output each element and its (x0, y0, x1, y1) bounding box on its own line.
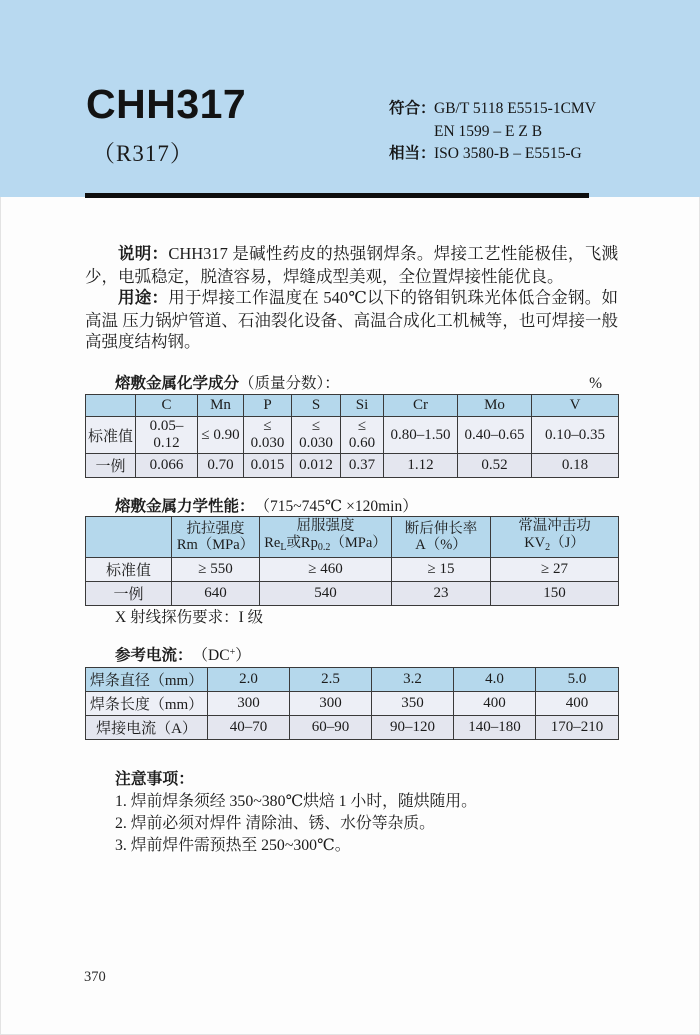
column-header: 2.5 (290, 668, 372, 692)
section-title-text: 熔敷金属力学性能： (115, 498, 255, 515)
paragraph-shuoming (85, 243, 618, 287)
cell: 300 (208, 692, 290, 716)
column-header: C (136, 395, 198, 417)
cell: ≤ 0.60 (341, 417, 384, 454)
row-label: 焊条直径（mm） (86, 668, 208, 692)
mechanical-properties-table (85, 516, 619, 606)
column-header: 5.0 (536, 668, 619, 692)
cell: 300 (290, 692, 372, 716)
cell: 170–210 (536, 716, 619, 740)
column-header: 3.2 (372, 668, 454, 692)
column-header: 抗拉强度 Rm（MPa） (172, 517, 260, 558)
paragraph-yongtu (85, 287, 618, 353)
cell: 0.40–0.65 (458, 417, 532, 454)
cell: ≤ 0.030 (292, 417, 341, 454)
column-header: Mo (458, 395, 532, 417)
page-number: 370 (84, 969, 106, 985)
column-header: S (292, 395, 341, 417)
current-section-title (85, 643, 618, 665)
section-title-text: 熔敷金属化学成分 (115, 375, 240, 392)
row-label: 焊条长度（mm） (86, 692, 208, 716)
cell: 400 (454, 692, 536, 716)
cell: 0.066 (136, 454, 198, 478)
cell: 0.37 (341, 454, 384, 478)
column-header: Si (341, 395, 384, 417)
column-header: 2.0 (208, 668, 290, 692)
section-title-text: 参考电流： (115, 647, 193, 664)
cell: 90–120 (372, 716, 454, 740)
chemical-composition-table (85, 394, 619, 478)
cell: 140–180 (454, 716, 536, 740)
row-label: 标准值 (86, 558, 172, 582)
row-label: 标准值 (86, 417, 136, 454)
table-header-row (86, 668, 619, 692)
reference-current-table (85, 667, 619, 740)
corner-cell (86, 517, 172, 558)
cell: ≤ 0.030 (244, 417, 292, 454)
cell: 23 (392, 582, 491, 606)
cell: 0.012 (292, 454, 341, 478)
cell: ≥ 460 (260, 558, 392, 582)
paragraph-label: 用途： (118, 289, 169, 308)
standard-value: ISO 3580-B – E5515-G (434, 145, 582, 162)
note-item: 3. 焊前焊件需预热至 250~300℃。 (115, 837, 351, 854)
cell: 400 (536, 692, 619, 716)
mechanical-section-title (85, 494, 618, 516)
paragraph-text: CHH317 是碱性药皮的热强钢焊条。焊接工艺性能极佳，飞溅少，电弧稳定，脱渣容易，焊缝成型美观，全位置焊接性能优良。 (85, 244, 618, 286)
cell: ≥ 550 (172, 558, 260, 582)
corner-cell (86, 395, 136, 417)
cell: 640 (172, 582, 260, 606)
section-title-suffix: （715~745℃ ×120min） (254, 498, 418, 515)
cell: 540 (260, 582, 392, 606)
notes-section (115, 769, 477, 857)
standard-value: GB/T 5118 E5515-1CMV (434, 100, 596, 117)
standard-line-en (389, 121, 596, 144)
cell: 1.12 (384, 454, 458, 478)
xray-requirement-note: X 射线探伤要求：I 级 (115, 609, 264, 626)
standard-label: 符合： (389, 100, 436, 117)
standards-block (389, 98, 596, 166)
product-code: CHH317 (86, 81, 247, 127)
standard-value: EN 1599 – E Z B (434, 122, 543, 140)
notes-title: 注意事项： (115, 771, 194, 788)
note-item: 2. 焊前必须对焊件 清除油、锈、水份等杂质。 (115, 815, 435, 832)
cell: 150 (491, 582, 619, 606)
table-row (86, 582, 619, 606)
cell: 0.52 (458, 454, 532, 478)
column-header: Cr (384, 395, 458, 417)
row-label: 焊接电流（A） (86, 716, 208, 740)
column-header: V (532, 395, 619, 417)
cell: ≤ 0.90 (198, 417, 244, 454)
cell: 0.05–0.12 (136, 417, 198, 454)
unit-label: % (589, 375, 602, 392)
table-row (86, 692, 619, 716)
cell: 350 (372, 692, 454, 716)
table-row (86, 454, 619, 478)
column-header: 4.0 (454, 668, 536, 692)
column-header: P (244, 395, 292, 417)
cell: 0.10–0.35 (532, 417, 619, 454)
table-row (86, 417, 619, 454)
chemical-section-title (85, 371, 618, 393)
table-row (86, 558, 619, 582)
paragraph-label: 说明： (118, 245, 169, 263)
cell: 0.70 (198, 454, 244, 478)
table-row (86, 716, 619, 740)
column-header: 屈服强度 $Re_L$或$Rp_{0.2}(MPa)$ (260, 517, 392, 558)
section-title-suffix: （质量分数）： (239, 375, 340, 392)
column-header: 常温冲击功 $KV_2(J)$ (491, 517, 619, 558)
cell: 0.18 (532, 454, 619, 478)
note-item: 1. 焊前焊条须经 350~380℃烘焙 1 小时，随烘随用。 (115, 793, 477, 810)
cell: 60–90 (290, 716, 372, 740)
standard-line-equivalent (389, 143, 596, 166)
cell: ≥ 27 (491, 558, 619, 582)
product-alias: （R317） (92, 141, 194, 166)
column-header: Mn (198, 395, 244, 417)
column-header: 断后伸长率 A（%） (392, 517, 491, 558)
cell: 40–70 (208, 716, 290, 740)
cell: 0.015 (244, 454, 292, 478)
cell: 0.80–1.50 (384, 417, 458, 454)
section-title-suffix: （DC+） (192, 647, 251, 664)
table-header-row (86, 517, 619, 558)
description-section (85, 243, 618, 353)
table-header-row (86, 395, 619, 417)
divider-bar (85, 193, 589, 198)
row-label: 一例 (86, 454, 136, 478)
standard-label: 相当： (389, 145, 436, 162)
paragraph-text: 用于焊接工作温度在 540℃以下的铬钼钒珠光体低合金钢。如高温 压力锅炉管道、石油裂化设备、高温合成化工机械等，也可焊接一般高强度结构钢。 (85, 288, 618, 352)
row-label: 一例 (86, 582, 172, 606)
standard-line-conform (389, 98, 596, 121)
cell: ≥ 15 (392, 558, 491, 582)
